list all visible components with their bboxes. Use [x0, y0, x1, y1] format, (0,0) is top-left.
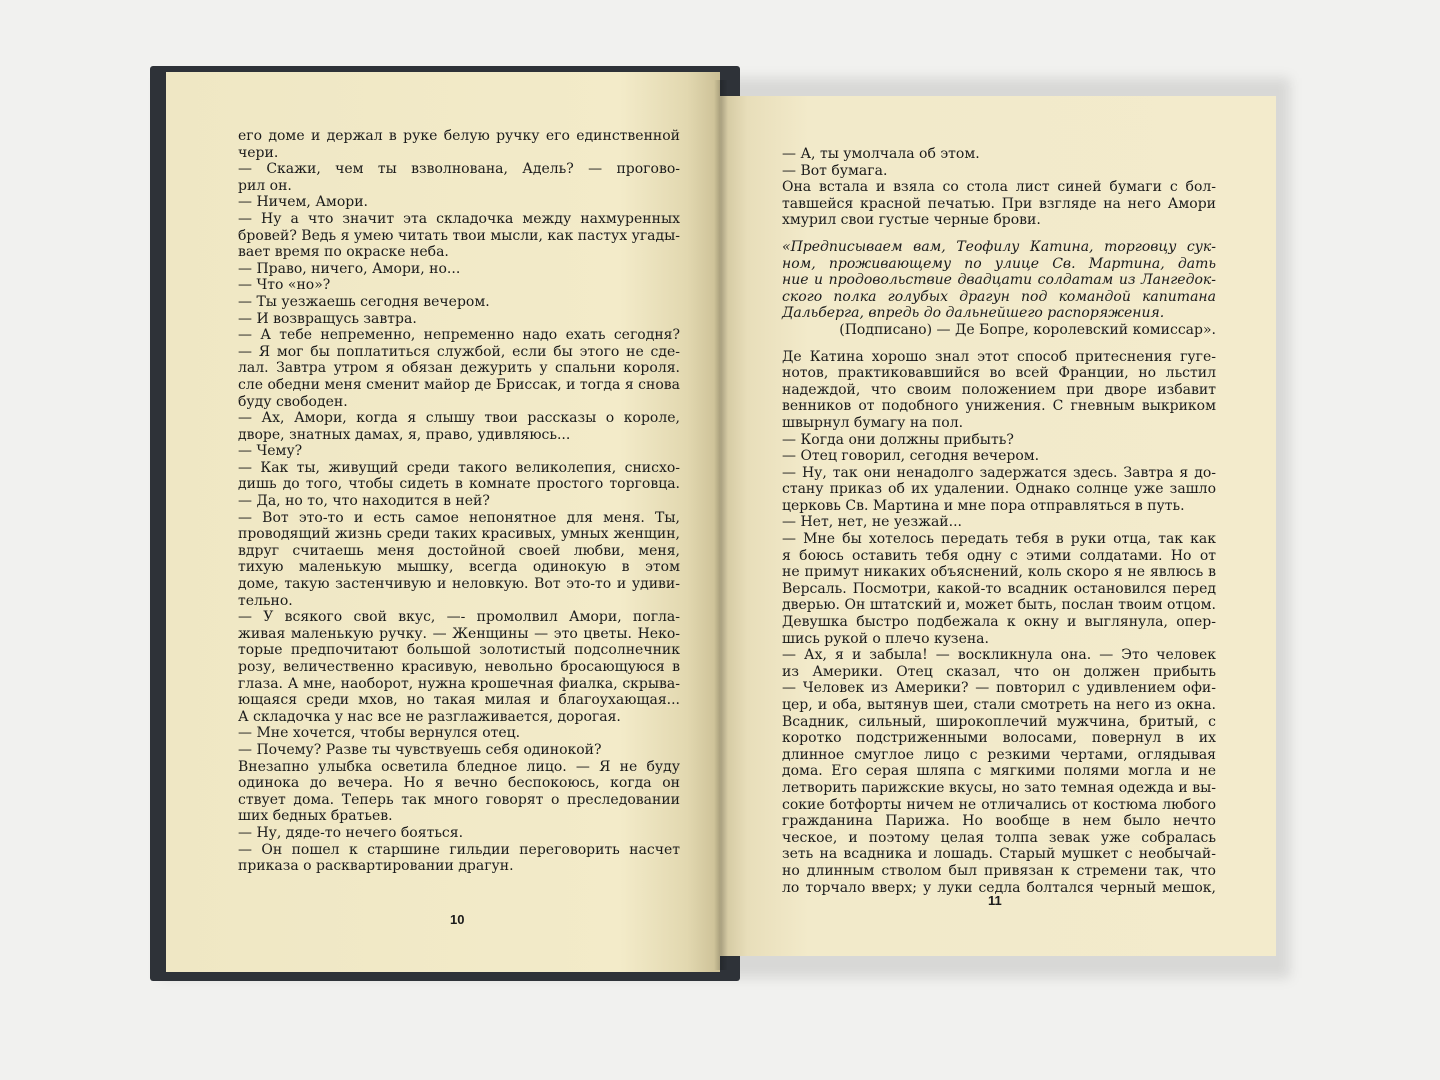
text-line: — Ну, так они ненадолго задержатся здесь. Завтра я до- — [782, 464, 1216, 481]
text-line: рил он. — [238, 177, 292, 194]
text-line: — Ну а что значит эта складочка между нахмуренных — [238, 210, 680, 227]
text-line: ского полка голубых драгун под командой капитана — [782, 288, 1216, 305]
text-line: — Чему? — [238, 443, 303, 460]
text-line: длинное смуглое лицо с резкими чертами, оглядывая — [782, 746, 1216, 763]
text-line: — Да, но то, что находится в ней? — [238, 493, 490, 510]
text-line: — Отец говорил, сегодня вечером. — [782, 448, 1040, 465]
text-line: приказа о расквартировании драгун. — [238, 858, 514, 875]
text-line: — Мне бы хотелось передать тебя в руки отца, так как — [782, 531, 1216, 548]
text-line: Она встала и взяла со стола лист синей бумаги с бол- — [782, 179, 1216, 196]
text-line: глаза. А мне, наоборот, нужна крошечная фиалка, скрыва- — [238, 675, 680, 692]
text-line: Дальберга, впредь до дальнейшего распоряжения. — [782, 305, 1165, 322]
text-line: ющаяся среди мхов, но такая милая и благоухающая... — [238, 692, 680, 709]
text-line: ние и продовольствие двадцати солдатам из Лангедок- — [782, 272, 1216, 289]
text-line: Де Катина хорошо знал этот способ притеснения гуге- — [782, 348, 1216, 365]
text-line: — И возвращусь завтра. — [238, 310, 417, 327]
text-line: проводящий жизнь среди таких красивых, умных женщин, — [238, 526, 680, 543]
book-gutter — [714, 80, 728, 970]
text-line: — Ну, дяде-то нечего бояться. — [238, 824, 464, 841]
right-page-text-bottom — [782, 349, 1216, 897]
text-line: — Почему? Разве ты чувствуешь себя одинокой? — [238, 741, 602, 758]
text-line: чери. — [238, 144, 279, 161]
text-line: — А тебе непременно, непременно надо ехать сегодня? — [238, 327, 680, 344]
text-line: — Человек из Америки? — повторил с удивлением офи- — [782, 680, 1216, 697]
text-line: тельно. — [238, 592, 293, 609]
text-line: вдруг считаешь меня достойной своей любви, меня, — [238, 542, 680, 559]
text-line: стану приказ об их удалении. Однако солнце уже зашло — [782, 481, 1216, 498]
text-line: Внезапно улыбка осветила бледное лицо. — Я не буду — [238, 758, 680, 775]
text-line: — Он пошел к старшине гильдии переговорить насчет — [238, 841, 680, 858]
text-line: — Мне хочется, чтобы вернулся отец. — [238, 725, 521, 742]
decree-quote — [782, 239, 1216, 322]
text-line: церковь Св. Мартина и мне пора отправляться в путь. — [782, 497, 1185, 514]
text-line: но длинным стволом был привязан к стремени так, что — [782, 862, 1216, 879]
text-line: его доме и держал в руке белую ручку его единственной — [238, 128, 680, 144]
text-line: «Предписываем вам, Теофилу Катина, торговцу сук- — [782, 238, 1216, 255]
text-line: зеть на всадника и лошадь. Старый мушкет с необычай- — [782, 846, 1216, 863]
text-line: гражданина Парижа. Но вообще в нем было нечто — [782, 813, 1216, 830]
text-line: живая маленькую ручку. — Женщины — это цветы. Неко- — [238, 625, 680, 642]
text-line: — Вот бумага. — [782, 162, 888, 179]
text-line: дверью. Он штатский и, может быть, послан твоим отцом. — [782, 597, 1216, 614]
text-line: дома. Его серая шляпа с мягкими полями могла и не — [782, 763, 1216, 780]
text-line: тихую маленькую мышку, всегда одинокую в этом — [238, 559, 680, 576]
text-line: — Я мог бы поплатиться службой, если бы этого не сде- — [238, 343, 680, 360]
text-line: ло торчало вверх; у луки седла болтался черный мешок, — [782, 879, 1216, 896]
text-line: — Что «но»? — [238, 277, 331, 294]
text-line: лал. Завтра утром я обязан дежурить у спальни короля. — [238, 360, 680, 377]
text-line: цер, и оба, вытянув шеи, стали смотреть на него из окна. — [782, 697, 1216, 713]
left-page — [166, 72, 720, 972]
text-line: — Скажи, чем ты взволнована, Адель? — прогово- — [238, 161, 680, 178]
text-line: тавшейся красной печатью. При взгляде на него Амори — [782, 195, 1216, 212]
text-line: ствует дома. Теперь так много говорят о преследовании — [238, 791, 680, 808]
text-line: нотов, практиковавшийся во всей Франции, но льстил — [782, 365, 1216, 382]
decree-signature: (Подписано) — Де Бопре, королевский комиссар». — [839, 321, 1216, 338]
text-line: — Вот это-то и есть самое непонятное для меня. Ты, — [238, 509, 680, 526]
text-line: коротко подстриженными волосами, повернул в их — [782, 730, 1216, 747]
text-line: буду свободен. — [238, 393, 348, 410]
text-line: надеждой, что своим положением при дворе избавит — [782, 381, 1216, 398]
right-page-text-top — [782, 146, 1216, 229]
text-line: шись рукой о плечо кузена. — [782, 630, 989, 647]
text-line: я боюсь оставить тебя одну с этими солдатами. Но от — [782, 547, 1216, 564]
right-page-number: 11 — [988, 893, 1002, 908]
text-line: — А, ты умолчала об этом. — [782, 146, 980, 162]
text-line: — Ты уезжаешь сегодня вечером. — [238, 293, 490, 310]
text-line: А складочка у нас все не разглаживается, дорогая. — [238, 708, 621, 725]
text-line: дишь до того, чтобы сидеть в комнате простого торговца. — [238, 476, 680, 493]
text-line: ших бедных братьев. — [238, 808, 393, 825]
right-page — [720, 96, 1276, 956]
text-line: — У всякого свой вкус, —- промолвил Амори, погла- — [238, 609, 680, 626]
text-line: бровей? Ведь я умею читать твои мысли, как пастух угады- — [238, 227, 680, 244]
text-line: — Когда они должны прибыть? — [782, 431, 1014, 448]
text-line: торые предпочитают большой золотистый подсолнечник — [238, 642, 680, 659]
text-line: Девушка быстро подбежала к окну и выглянула, опер- — [782, 614, 1216, 631]
text-line: — Как ты, живущий среди такого великолепия, снисхо- — [238, 459, 680, 476]
text-line: — Ах, Амори, когда я слышу твои рассказы о короле, — [238, 410, 680, 427]
text-line: сле обедни меня сменит майор де Бриссак, и тогда я снова — [238, 376, 680, 393]
text-line: одинока до вечера. Но я вечно беспокоюсь, когда он — [238, 775, 680, 792]
left-page-number: 10 — [450, 912, 465, 927]
text-line: летворить парижские вкусы, но зато темная одежда и вы- — [782, 779, 1216, 796]
text-line: розу, величественно красивую, невольно бросающуюся в — [238, 659, 680, 675]
text-line: Версаль. Посмотри, какой-то всадник остановился перед — [782, 580, 1216, 597]
text-line: — Право, ничего, Амори, но... — [238, 260, 461, 277]
text-line: хмурил свои густые черные брови. — [782, 212, 1041, 229]
text-line: не примут никаких объяснений, коль скоро я не явлюсь в — [782, 564, 1216, 581]
text-line: ческое, и поэтому целая толпа зевак уже собралась — [782, 829, 1216, 846]
text-line: доме, такую застенчивую и неловкую. Вот это-то и удиви- — [238, 576, 680, 593]
text-line: — Ничем, Амори. — [238, 194, 368, 211]
text-line: швырнул бумагу на пол. — [782, 414, 964, 431]
left-page-text — [238, 128, 680, 875]
text-line: венников от подобного унижения. С гневным выкриком — [782, 398, 1216, 415]
text-line: ном, проживающему по улице Св. Мартина, дать — [782, 255, 1216, 272]
text-line: — Нет, нет, не уезжай... — [782, 514, 962, 531]
text-line: — Ах, я и забыла! — воскликнула она. — Это человек — [782, 647, 1216, 664]
text-line: сокие ботфорты ничем не отличались от костюма любого — [782, 796, 1216, 813]
text-line: дворе, знатных дамах, я, право, удивляюсь... — [238, 426, 571, 443]
text-line: Всадник, сильный, широкоплечий мужчина, бритый, с — [782, 713, 1216, 730]
text-line: из Америки. Отец сказал, что он должен прибыть — [782, 663, 1216, 680]
text-line: вает время по окраске неба. — [238, 244, 449, 261]
